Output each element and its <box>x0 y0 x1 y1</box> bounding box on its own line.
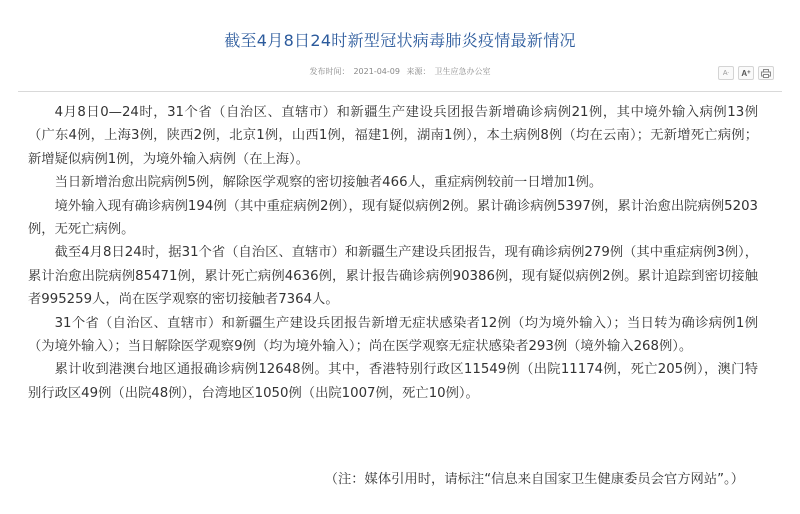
article-body <box>28 101 758 405</box>
title-divider <box>18 91 782 92</box>
print-icon <box>761 69 771 78</box>
font-larger-button[interactable]: A + <box>738 66 754 80</box>
font-larger-icon: A <box>741 68 748 78</box>
paragraph-recoveries: 当日新增治愈出院病例5例，解除医学观察的密切接触者466人，重症病例较前一日增加1例。 <box>54 175 603 191</box>
font-smaller-icon: A <box>722 69 728 77</box>
publish-date: 2021-04-09 <box>353 67 400 76</box>
paragraph-new-cases: 4月8日0—24时，31个省（自治区、直辖市）和新疆生产建设兵团报告新增确诊病例21例，其中境外输入病例13例（广东4例，上海3例，陕西2例，北京1例，山西1例，福建1例，湖南1例），本土病例8例（均在云南）；无新增死亡病例；新增疑似病例1例，为境外输入病例（在上海）。 <box>28 105 758 167</box>
font-smaller-button[interactable]: A - <box>718 66 734 80</box>
citation-note: （注：媒体引用时，请标注“信息来自国家卫生健康委员会官方网站”。） <box>324 472 744 487</box>
print-button[interactable] <box>758 66 774 80</box>
article-title: 截至4月8日24时新型冠状病毒肺炎疫情最新情况 <box>224 31 576 50</box>
source-name: 卫生应急办公室 <box>434 67 491 76</box>
paragraph-asymptomatic: 31个省（自治区、直辖市）和新疆生产建设兵团报告新增无症状感染者12例（均为境外输入）；当日转为确诊病例1例（为境外输入）；当日解除医学观察9例（均为境外输入）；尚在医学观察无症状感染者293例（境外输入268例）。 <box>28 315 758 355</box>
paragraph-hk-macao-taiwan: 累计收到港澳台地区通报确诊病例12648例。其中，香港特别行政区11549例（出院11174例，死亡205例），澳门特别行政区49例（出院48例），台湾地区1050例（出院1007例，死亡10例）。 <box>28 362 758 401</box>
paragraph-imported: 境外输入现有确诊病例194例（其中重症病例2例），现有疑似病例2例。累计确诊病例5397例，累计治愈出院病例5203例，无死亡病例。 <box>28 198 758 238</box>
publish-label: 发布时间： <box>309 67 350 76</box>
source-label: 来源： <box>406 67 431 76</box>
paragraph-cumulative: 截至4月8日24时，据31个省（自治区、直辖市）和新疆生产建设兵团报告，现有确诊病例279例（其中重症病例3例），累计治愈出院病例85471例，累计死亡病例4636例，累计报告确诊病例90386例，现有疑似病例2例。累计追踪到密切接触者995259人，尚在医学观察的密切接触者7364人。 <box>28 245 758 308</box>
article-meta <box>0 66 800 77</box>
article-tools <box>718 66 774 80</box>
